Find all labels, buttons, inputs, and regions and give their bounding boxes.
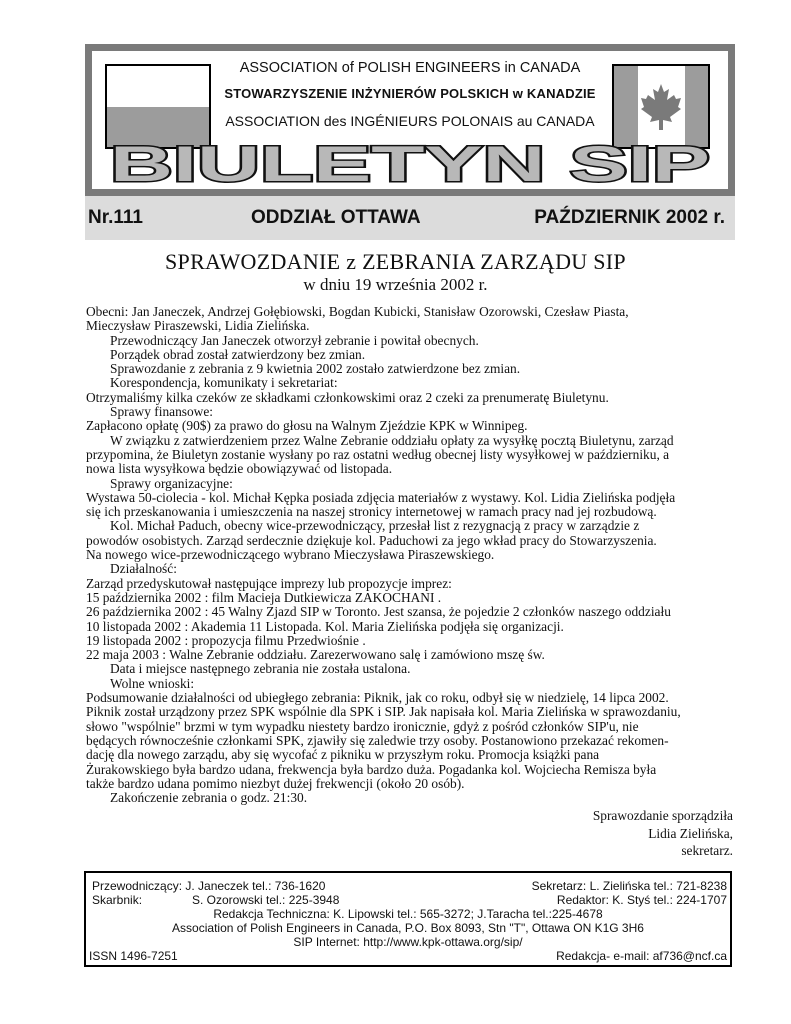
report-line: Porządek obrad został zatwierdzony bez zmian. [110,346,366,362]
association-name-english: ASSOCIATION of POLISH ENGINEERS in CANADA [239,60,581,76]
article-subtitle: w dniu 19 września 2002 r. [303,275,488,294]
report-line: Wystawa 50-ciolecia - kol. Michał Kępka posiada zdjęcia materiałów z wystawy. Kol. Lidia Zielińska podjęła [86,489,676,505]
signature-line: Lidia Zielińska, [648,825,733,841]
contact-footer [84,871,732,967]
report-line: powodów osobistych. Zarząd serdecznie dziękuje kol. Paduchowi za jego wkład pracy do Stowarzyszenia. [86,532,657,548]
report-line: W związku z zatwierdzeniem przez Walne Zebranie oddziału opłaty za wysyłkę pocztą Biuletynu, zarząd [110,432,674,448]
signature-block [493,807,733,860]
report-line: dację dla nowego zarządu, aby się wycofać z pikniku w przyszłym roku. Promocja książki pana [86,747,600,763]
report-body [86,305,746,805]
report-line: Obecni: Jan Janeczek, Andrzej Gołębiowski, Bogdan Kubicki, Stanisław Ozorowski, Czesław Piasta, [86,304,629,319]
report-line: Otrzymaliśmy kilka czeków ze składkami członkowskimi oraz 2 czeki za prenumeratę Biuletynu. [86,389,609,405]
report-line: nowa lista wysyłkowa będzie obowiązywać od listopada. [86,461,393,477]
report-line: Przewodniczący Jan Janeczek otworzył zebranie i powitał obecnych. [110,332,479,348]
report-line: Korespondencja, komunikaty i sekretariat: [110,375,338,391]
branch-name: ODDZIAŁ OTTAWA [251,207,421,228]
footer-internet[interactable]: SIP Internet: http://www.kpk-ottawa.org/sip/ [293,935,523,949]
association-name-polish: STOWARZYSZENIE INŻYNIERÓW POLSKICH w KANADZIE [224,86,596,101]
report-line: Sprawy finansowe: [110,404,214,420]
report-line: Zapłacono opłatę (90$) za prawo do głosu na Walnym Zjeździe KPK w Winnipeg. [86,418,528,434]
association-name-french: ASSOCIATION des INGÉNIEURS POLONAIS au CANADA [225,113,595,129]
report-line: Wolne wnioski: [110,675,195,691]
signature-line: Sprawozdanie sporządziła [592,808,733,823]
report-line: przypomina, że Biuletyn zostanie wysłany po raz ostatni według obecnej listy wysyłkowej w październiku, a [86,446,670,462]
signature-line: sekretarz. [681,843,733,858]
report-line: Podsumowanie działalności od ubiegłego zebrania: Piknik, jak co roku, odbył się w niedzielę, 14 lipca 2002. [86,690,669,706]
report-line: Zakończenie zebrania o godz. 21:30. [110,790,308,806]
footer-email[interactable]: Redakcja- e-mail: af736@ncf.ca [556,949,727,963]
report-line: Kol. Michał Paduch, obecny wice-przewodniczący, przesłał list z rezygnacją z pracy w zarządzie z [110,518,640,534]
footer-treasurer-role: Skarbnik: [92,893,143,907]
masthead-title [100,140,720,186]
canada-flag-icon [612,64,710,149]
report-line: Piknik został urządzony przez SPK wspólnie dla SPK i SIP. Jak napisała kol. Maria Zielińska w sprawozdaniu, [86,704,681,720]
report-line: Na nowego wice-przewodniczącego wybrano Mieczysława Piraszewskiego. [86,547,495,563]
report-line: 26 października 2002 : 45 Walny Zjazd SIP w Toronto. Jest szansa, że pojedzie 2 członków naszego oddziału [86,604,671,620]
report-line: 19 listopada 2002 : propozycja filmu Przedwiośnie . [86,632,366,648]
report-line: Zarząd przedyskutował następujące imprezy lub propozycje imprez: [86,575,452,591]
footer-secretary: Sekretarz: L. Zielińska tel.: 721-8238 [531,879,727,893]
report-line: 15 października 2002 : film Macieja Dutkiewicza ZAKOCHANI . [86,589,442,605]
report-line: także bardzo udana pomimo niezbyt dużej frekwencji (około 20 osób). [86,775,465,791]
report-line: się ich przeskanowania i umieszczenia na naszej stronicy internetowej w ramach pracy nad jej rozbudową. [86,504,657,520]
issue-number: Nr.111 [88,207,143,228]
report-line: Działalność: [110,561,177,577]
footer-president: Przewodniczący: J. Janeczek tel.: 736-1620 [92,879,326,893]
footer-issn: ISSN 1496-7251 [89,949,178,963]
footer-address: Association of Polish Engineers in Canada, P.O. Box 8093, Stn "T", Ottawa ON K1G 3H6 [172,921,644,935]
footer-technical-editors: Redakcja Techniczna: K. Lipowski tel.: 565-3272; J.Taracha tel.:225-4678 [213,907,603,921]
report-line: Mieczysław Piraszewski, Lidia Zielińska. [86,318,310,334]
poland-flag-icon [105,64,211,149]
report-line: Żurakowskiego była bardzo udana, frekwencja była bardzo duża. Pogadanka kol. Wojciecha Remisza była [86,761,657,777]
report-line: 22 maja 2003 : Walne Zebranie oddziału. Zarezerwowano salę i zamówiono mszę św. [86,647,545,663]
article-title: SPRAWOZDANIE z ZEBRANIA ZARZĄDU SIP [165,249,626,274]
report-line: Data i miejsce następnego zebrania nie została ustalona. [110,661,411,677]
issue-info-bar [85,196,735,240]
masthead-text: BIULETYN SIP [110,140,710,186]
footer-treasurer: S. Ozorowski tel.: 225-3948 [192,893,340,907]
report-line: 10 listopada 2002 : Akademia 11 Listopada. Kol. Maria Zielińska podjęła się organizacji. [86,618,564,634]
maple-leaf-icon [640,82,682,132]
report-line: Sprawy organizacyjne: [110,475,233,491]
report-line: Sprawozdanie z zebrania z 9 kwietnia 2002 zostało zatwierdzone bez zmian. [110,361,521,377]
report-line: słowo "wspólnie" brzmi w tym wypadku niestety bardzo ironicznie, gdyż z pośród członków SIP'u, nie [86,718,639,734]
footer-editor: Redaktor: K. Styś tel.: 224-1707 [556,893,727,907]
report-line: będących równocześnie członkami SPK, zjawiły się zaledwie trzy osoby. Postanowiono przekazać rekomen- [86,732,669,748]
issue-date: PAŹDZIERNIK 2002 r. [534,207,725,228]
